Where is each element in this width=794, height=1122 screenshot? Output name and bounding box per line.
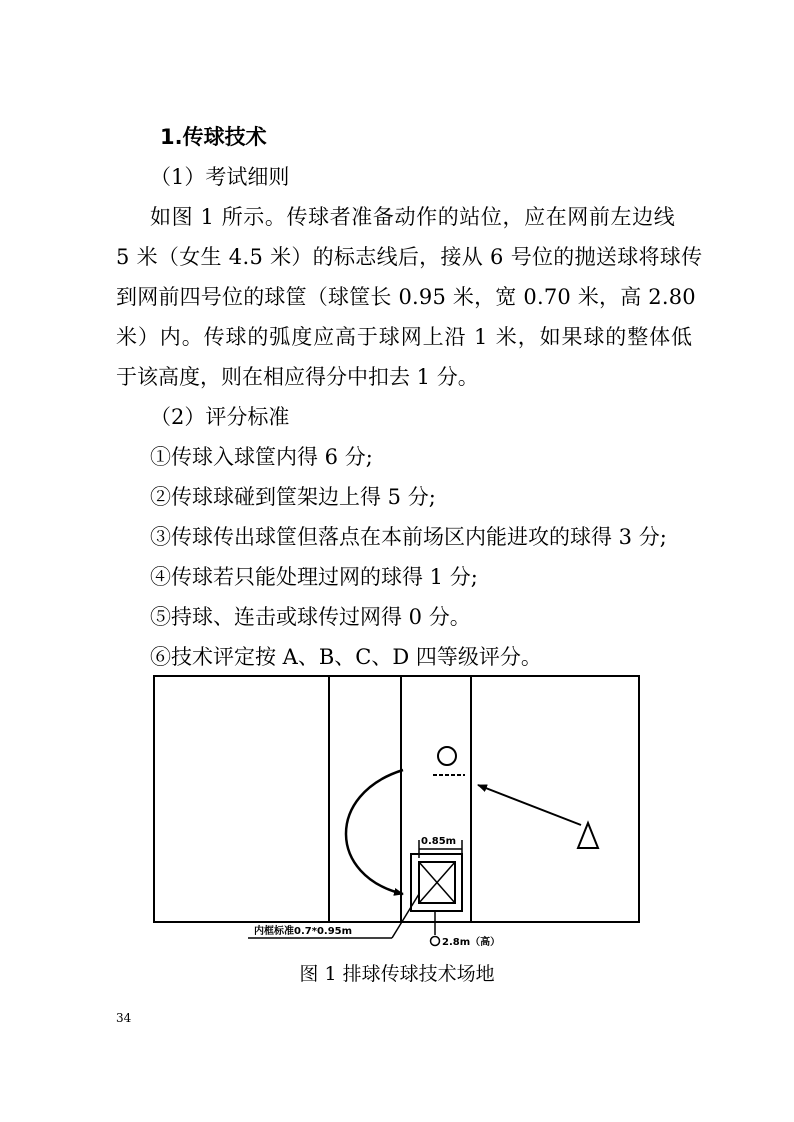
scoring-rule: ⑥技术评定按 A、B、C、D 四等级评分。 (150, 645, 542, 669)
scoring-rule: ⑤持球、连击或球传过网得 0 分。 (150, 605, 471, 629)
subsection-exam-rules: （1）考试细则 (150, 165, 290, 189)
court-boundary (154, 676, 639, 922)
scoring-rule: ④传球若只能处理过网的球得 1 分; (150, 565, 478, 589)
subsection-scoring: （2）评分标准 (150, 405, 290, 429)
ball-circle (438, 747, 456, 765)
paragraph-line: 如图 1 所示。传球者准备动作的站位，应在网前左边线 (150, 205, 676, 229)
figure-caption: 图 1 排球传球技术场地 (299, 963, 495, 985)
court-diagram (150, 672, 650, 957)
section-title: 1.传球技术 (160, 125, 267, 149)
scoring-rule: ②传球球碰到筐架边上得 5 分; (150, 485, 436, 509)
paragraph-line: 于该高度，则在相应得分中扣去 1 分。 (116, 365, 479, 389)
paragraph-line: 5 米（女生 4.5 米）的标志线后，接从 6 号位的抛送球将球传 (116, 245, 703, 269)
scoring-rule: ③传球传出球筐但落点在本前场区内能进攻的球得 3 分; (150, 525, 667, 549)
scoring-rule: ①传球入球筐内得 6 分; (150, 445, 373, 469)
pass-arc (346, 770, 403, 894)
height-marker-circle (431, 937, 440, 946)
paragraph-line: 米）内。传球的弧度应高于球网上沿 1 米，如果球的整体低 (116, 325, 693, 349)
inner-frame-label: 内框标准0.7*0.95m (254, 926, 353, 937)
tosser-triangle-icon (578, 823, 598, 848)
page-number: 34 (116, 1011, 132, 1025)
toss-arrow (478, 785, 581, 825)
height-label: 2.8m（高） (442, 937, 501, 948)
paragraph-line: 到网前四号位的球筐（球筐长 0.95 米，宽 0.70 米，高 2.80 (116, 285, 696, 309)
width-label: 0.85m (421, 836, 457, 847)
inner-frame-leader (392, 894, 419, 938)
